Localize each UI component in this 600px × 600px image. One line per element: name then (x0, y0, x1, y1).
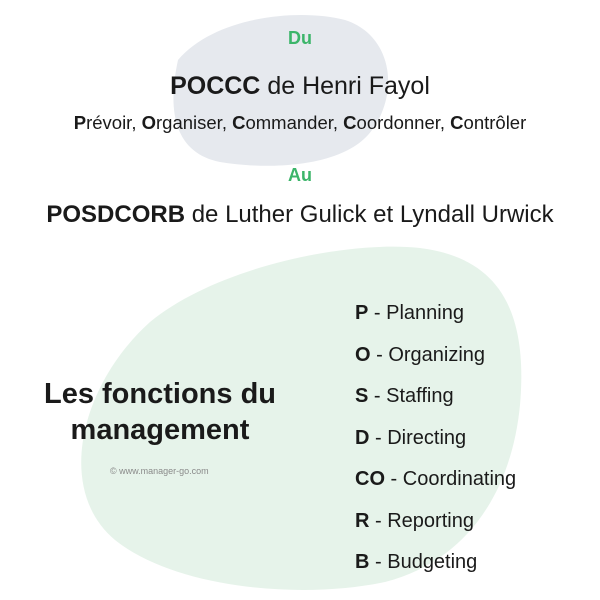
from-label: Du (288, 28, 312, 48)
function-item-planning (355, 297, 516, 339)
function-letter: O (355, 343, 371, 366)
function-label: - Organizing (370, 343, 486, 366)
word-initial: P (73, 112, 87, 133)
copyright-notice: © www.manager-go.com (110, 466, 209, 476)
poccc-expansion (0, 112, 600, 134)
function-letter: B (355, 551, 370, 573)
word-rest: oordonner, (356, 112, 451, 133)
posdcorb-authors: de Luther Gulick et Lyndall Urwick (185, 201, 554, 228)
function-label: - Reporting (369, 509, 474, 532)
word-initial: C (450, 112, 464, 133)
posdcorb-title (0, 201, 600, 229)
to-label: Au (288, 165, 312, 185)
function-label: - Coordinating (385, 468, 517, 490)
word-rest: ommander, (245, 112, 344, 133)
function-letter: P (355, 302, 369, 324)
function-item-budgeting (355, 546, 516, 588)
heading-line-2: management (70, 414, 250, 446)
poccc-acronym: POCCC (170, 72, 261, 100)
function-item-staffing (355, 380, 516, 422)
function-label: - Staffing (368, 385, 454, 407)
poccc-title (0, 72, 600, 101)
function-letter: D (355, 426, 370, 449)
function-item-reporting (355, 505, 516, 547)
poccc-author: de Henri Fayol (260, 72, 430, 100)
function-letter: R (355, 509, 370, 532)
function-item-directing (355, 422, 516, 464)
posdcorb-acronym: POSDCORB (46, 201, 186, 228)
function-label: - Budgeting (369, 551, 478, 573)
word-initial: O (141, 112, 156, 133)
word-rest: révoir, (86, 112, 142, 133)
word-initial: C (343, 112, 357, 133)
function-item-organizing (355, 339, 516, 381)
function-letter: S (355, 385, 369, 407)
main-heading (0, 376, 320, 448)
word-initial: C (232, 112, 246, 133)
functions-list (355, 297, 516, 588)
word-rest: ontrôler (463, 112, 527, 133)
function-label: - Planning (368, 302, 464, 324)
heading-line-1: Les fonctions du (44, 378, 276, 410)
function-letter: CO (355, 468, 385, 490)
function-item-coordinating (355, 463, 516, 505)
word-rest: rganiser, (156, 112, 233, 133)
function-label: - Directing (369, 426, 467, 449)
